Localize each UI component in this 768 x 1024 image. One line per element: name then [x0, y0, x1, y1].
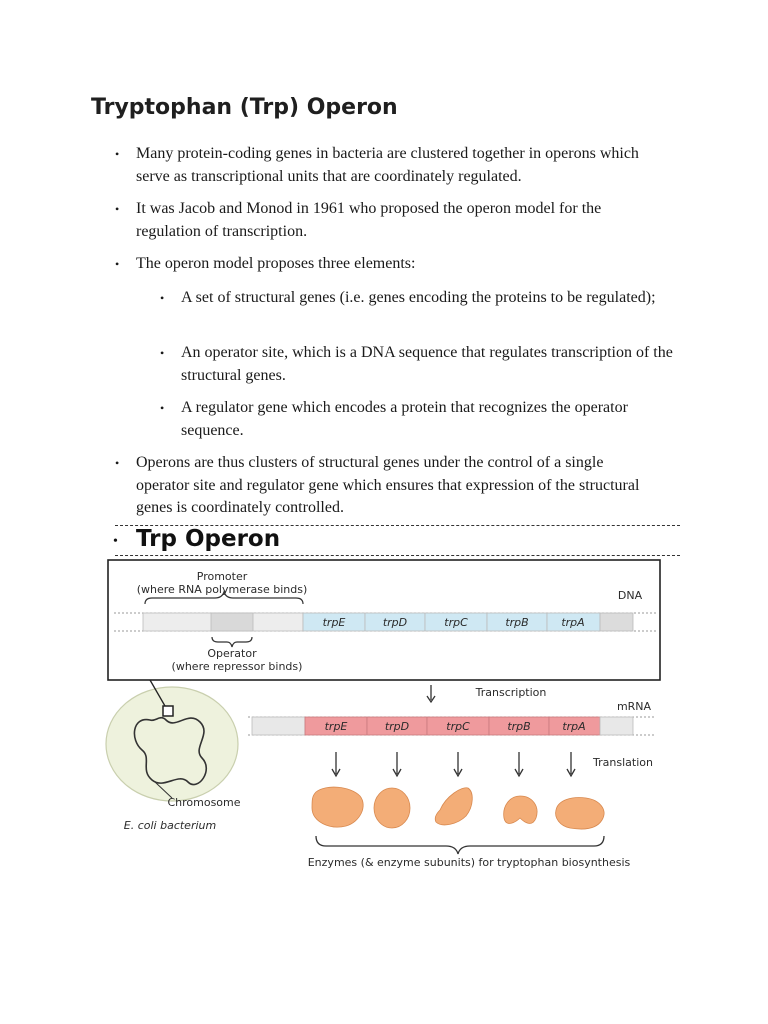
transcription-label: Transcription: [475, 686, 547, 699]
enzyme-trpD: [374, 788, 410, 828]
list-item-text: It was Jacob and Monod in 1961 who proposed the operon model for the regulation of transcription.: [136, 200, 602, 240]
promoter-note: (where RNA polymerase binds): [136, 583, 308, 596]
bullet-marker: •: [115, 147, 120, 161]
page-title: Tryptophan (Trp) Operon: [91, 95, 398, 120]
list-item-text: Many protein-coding genes in bacteria are clustered together in operons which serve as transcriptional units that are coordinately regulated.: [136, 145, 639, 185]
mrna-gene-label: trpD: [384, 720, 410, 733]
translation-label: Translation: [593, 756, 653, 769]
bullet-marker: •: [115, 202, 120, 216]
enzyme-trpA: [556, 798, 604, 830]
mrna-gene-label: trpB: [507, 720, 531, 733]
mrna-trailer: [600, 717, 633, 735]
gene-label: trpE: [322, 616, 346, 629]
operator-label: Operator: [207, 647, 257, 660]
sub-list-item-text: A set of structural genes (i.e. genes encoding the proteins to be regulated);: [181, 289, 656, 306]
enzyme-trpB: [504, 796, 537, 823]
ecoli-cell: [106, 687, 238, 801]
list-item-text: Operons are thus clusters of structural genes under the control of a single operator site and regulator gene which ensures that expression of the structural genes is coordinately controlled.: [136, 454, 640, 516]
translation-arrows: [332, 752, 575, 776]
bullet-marker: •: [160, 346, 165, 360]
section-heading: Trp Operon: [136, 526, 281, 552]
promoter-label: Promoter: [196, 570, 248, 583]
dna-label: DNA: [617, 589, 643, 602]
bullet-marker: •: [115, 456, 120, 470]
enzyme-trpC: [435, 788, 472, 825]
sub-list-item-text: An operator site, which is a DNA sequence that regulates transcription of the structural genes.: [181, 344, 673, 384]
heading-bullet-marker: •: [113, 534, 118, 549]
enzyme-trpE: [312, 787, 363, 827]
enzymes-label: Enzymes (& enzyme subunits) for tryptophan biosynthesis: [307, 856, 631, 869]
terminator-region: [600, 613, 633, 631]
chromosome-label: Chromosome: [167, 796, 241, 809]
enzymes-brace: [316, 836, 604, 854]
bullet-marker: •: [115, 257, 120, 271]
gene-label: trpA: [561, 616, 585, 629]
mrna-gene-label: trpC: [446, 720, 470, 733]
bullet-marker: •: [160, 401, 165, 415]
list-item-text: The operon model proposes three elements:: [136, 255, 416, 272]
operator-region: [211, 613, 253, 631]
mrna-gene-label: trpE: [324, 720, 348, 733]
sub-list-item-text: A regulator gene which encodes a protein that recognizes the operator sequence.: [181, 399, 628, 439]
mrna-leader: [252, 717, 305, 735]
gene-label: trpB: [505, 616, 529, 629]
zoom-square: [163, 706, 173, 716]
mrna-label: mRNA: [616, 700, 652, 713]
bacterium-label: E. coli bacterium: [123, 819, 217, 832]
gene-label: trpC: [444, 616, 468, 629]
gene-label: trpD: [382, 616, 408, 629]
mrna-gene-label: trpA: [562, 720, 586, 733]
bullet-marker: •: [160, 291, 165, 305]
operator-note: (where repressor binds): [171, 660, 303, 673]
